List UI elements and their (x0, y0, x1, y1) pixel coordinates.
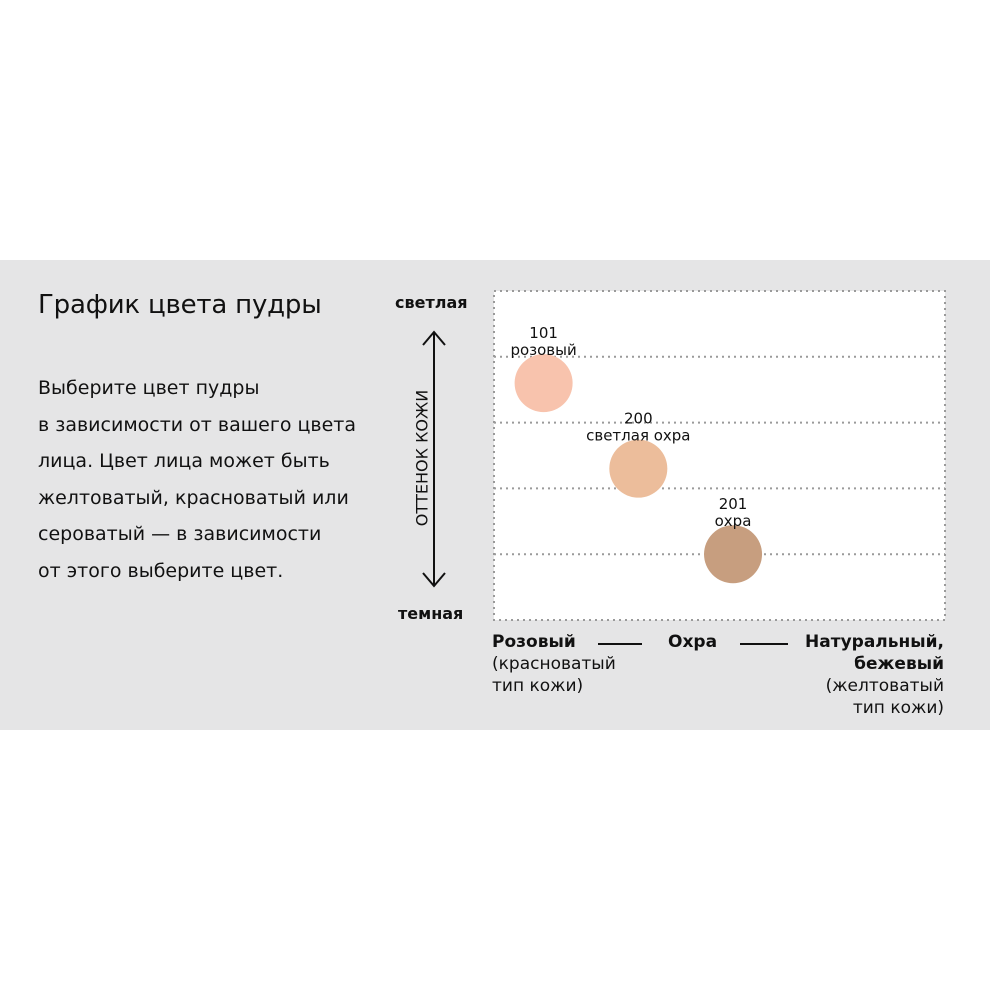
point-label-code: 200 (623, 409, 653, 428)
y-axis-arrow (423, 332, 445, 586)
x-category-sub-line: (желтоватый (825, 676, 944, 696)
description-line: от этого выберите цвет. (38, 559, 284, 582)
point-label-code: 101 (529, 324, 558, 343)
point-label-name: розовый (510, 341, 577, 360)
point-label-name: светлая охра (586, 426, 691, 445)
description-line: в зависимости от вашего цвета (38, 413, 357, 436)
x-category-sub (805, 675, 944, 719)
description-line: желтоватый, красноватый или (38, 486, 349, 509)
x-category-sub-line: тип кожи) (852, 698, 944, 718)
point-label-code: 201 (718, 495, 748, 514)
y-axis-title: ОТТЕНОК КОЖИ (412, 389, 432, 527)
point-circle (704, 525, 762, 583)
x-category-name: Розовый (492, 632, 576, 652)
description-line: сероватый — в зависимости (38, 523, 322, 545)
description-line: Выберите цвет пудры (38, 377, 260, 399)
point-label-name: охра (714, 512, 752, 531)
x-connector-dash (598, 643, 642, 645)
x-category-name-line: Натуральный, (805, 632, 944, 652)
y-axis-top-label: светлая (395, 293, 468, 312)
description-line: лица. Цвет лица может быть (38, 450, 330, 472)
x-category-ochre (668, 631, 717, 653)
page-title: График цвета пудры (38, 290, 322, 320)
x-connector-dash (740, 643, 788, 645)
x-category-name: Охра (668, 632, 718, 652)
x-category-sub-line: тип кожи) (492, 676, 584, 696)
point-circle (609, 440, 667, 498)
y-axis-bottom-label: темная (398, 604, 464, 623)
x-category-sub-line: (красноватый (492, 654, 616, 674)
x-category-pink (492, 631, 616, 697)
x-category-sub (492, 653, 616, 697)
x-category-natural (805, 631, 944, 719)
point-circle (515, 354, 573, 412)
x-category-name (805, 631, 944, 675)
x-category-name-line: бежевый (854, 654, 944, 674)
